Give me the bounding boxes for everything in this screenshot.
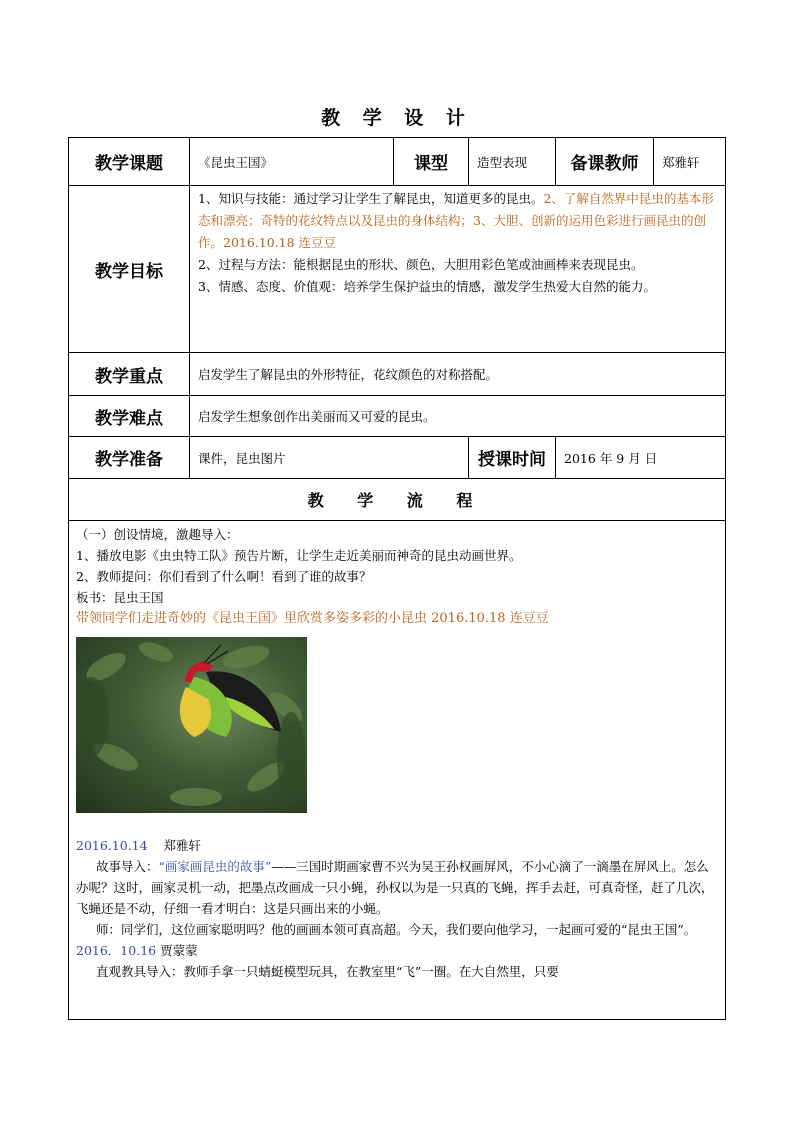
- note-2-header: [76, 940, 719, 961]
- flow-title: 教 学 流 程: [69, 479, 726, 521]
- flow-item-2: 2、教师提问：你们看到了什么啊！看到了谁的故事？: [76, 569, 372, 584]
- goal-knowledge: 1、知识与技能：通过学习让学生了解昆虫，知道更多的昆虫。: [198, 191, 544, 206]
- page-title: 教 学 设 计: [321, 107, 473, 129]
- difficulties-label: 教学难点: [69, 396, 190, 437]
- teacher-label: 备课教师: [556, 138, 654, 186]
- topic-label: 教学课题: [69, 138, 190, 186]
- flow-item-1: 1、播放电影《虫虫特工队》预告片断，让学生走近美丽而神奇的昆虫动画世界。: [76, 548, 522, 563]
- flow-content: [69, 521, 726, 1020]
- time-value: 2016 年 9 月 日: [556, 437, 726, 479]
- goal-process: 2、过程与方法：能根据昆虫的形状、颜色，大胆用彩色笔或油画棒来表现昆虫。: [198, 257, 644, 272]
- note-2-date: 2016．10.16: [76, 943, 157, 958]
- difficulties-value: 启发学生想象创作出美丽而又可爱的昆虫。: [190, 396, 726, 437]
- time-label: 授课时间: [469, 437, 556, 479]
- flow-board: 板书：昆虫王国: [76, 590, 164, 605]
- flow-comment: 带领同学们走进奇妙的《昆虫王国》里欣赏多姿多彩的小昆虫 2016.10.18 连豆豆: [76, 611, 549, 626]
- goals-label: 教学目标: [69, 186, 190, 353]
- note-1-header: [76, 835, 719, 856]
- note-1-date: 2016.10.14: [76, 838, 148, 853]
- lesson-plan-table: [68, 137, 726, 1020]
- type-value: 造型表现: [469, 138, 556, 186]
- butterfly-photo: [76, 637, 307, 813]
- goal-emotion: 3、情感、态度、价值观：培养学生保护益虫的情感，激发学生热爱大自然的能力。: [198, 279, 656, 294]
- topic-value: 《昆虫王国》: [190, 138, 394, 186]
- teacher-value: 郑雅轩: [654, 138, 726, 186]
- goal-knowledge-comment: 2、了解自然界中昆虫的基本形态和漂亮；奇特的花纹特点以及昆虫的身体结构；3、大胆、创新的运用色彩进行画昆虫的创作。2016.10.18 连豆豆: [198, 191, 714, 250]
- note-1-author: 郑雅轩: [163, 838, 201, 853]
- story-text: ——三国时期画家曹不兴为吴王孙权画屏风，不小心滴了一滴墨在屏风上。怎么办呢？这时，画家灵机一动，把墨点改画成一只小蝇，孙权以为是一只真的飞蝇，挥手去赶，可真奇怪，赶了几次，飞蝇还是不动，仔细一看才明白：这是只画出来的小蝇。: [76, 859, 714, 916]
- intro-2-paragraph: 直观教具导入：教师手拿一只蜻蜓模型玩具，在教室里“飞”一圈。在大自然里，只要: [96, 964, 559, 979]
- flow-section-heading: （一）创设情境，激趣导入：: [76, 527, 239, 542]
- type-label: 课型: [394, 138, 469, 186]
- story-paragraph: [76, 856, 719, 919]
- story-title: “画家画昆虫的故事”: [158, 859, 272, 874]
- preparation-label: 教学准备: [69, 437, 190, 479]
- note-2-author: 贾蒙蒙: [160, 943, 198, 958]
- goals-content: [190, 186, 726, 353]
- story-prefix: 故事导入：: [96, 859, 159, 874]
- key-points-value: 启发学生了解昆虫的外形特征，花纹颜色的对称搭配。: [190, 353, 726, 396]
- key-points-label: 教学重点: [69, 353, 190, 396]
- teacher-paragraph: 师：同学们，这位画家聪明吗？他的画画本领可真高超。今天，我们要向他学习，一起画可爱的“昆虫王国”。: [96, 922, 697, 937]
- butterfly-icon: [76, 637, 307, 813]
- preparation-value: 课件，昆虫图片: [190, 437, 469, 479]
